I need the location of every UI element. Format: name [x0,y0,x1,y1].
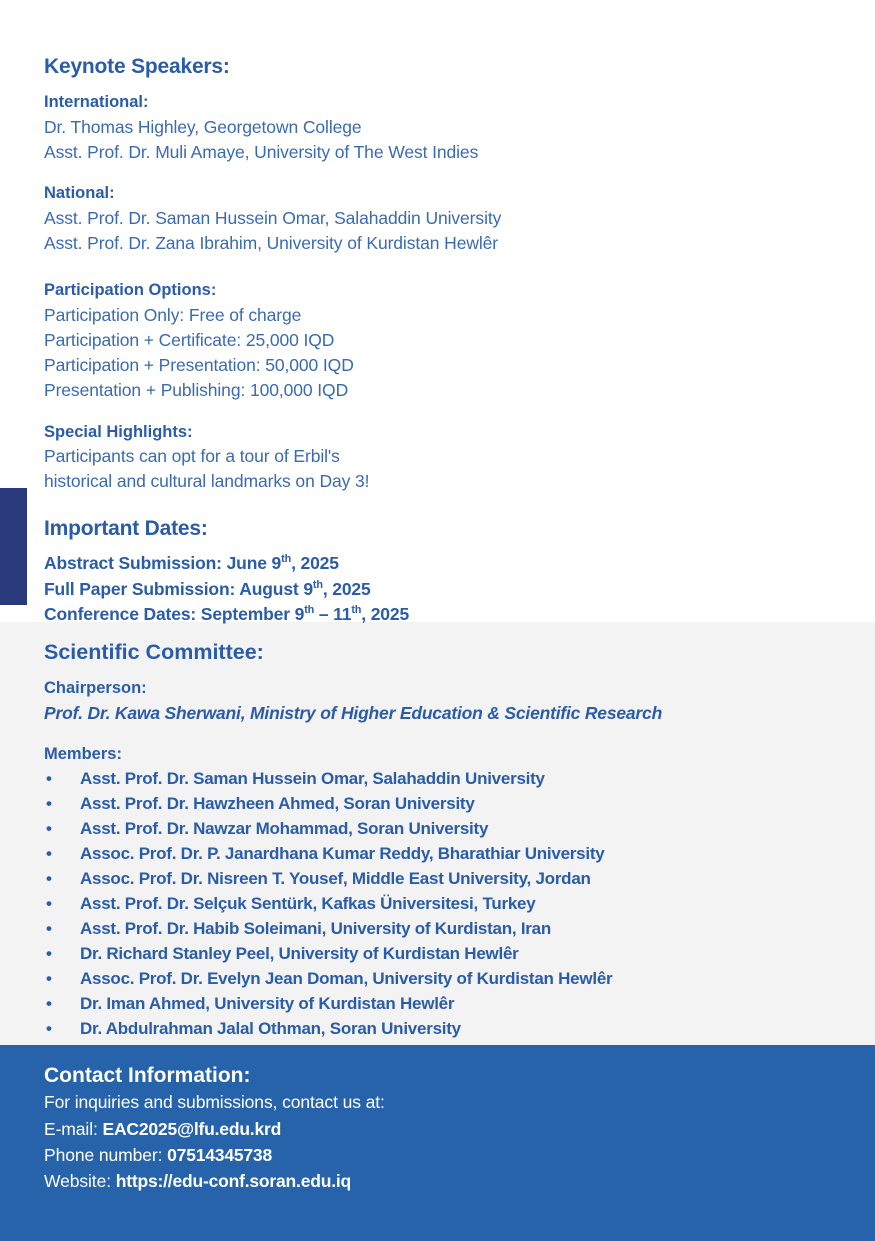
list-item [44,817,845,842]
special-highlights-line-2: historical and cultural landmarks on Day 3! [44,471,370,492]
international-speaker-1: Dr. Thomas Highley, Georgetown College [44,116,362,137]
list-item [44,942,845,967]
chairperson-name: Prof. Dr. Kawa Sherwani, Ministry of Higher Education & Scientific Research [44,702,663,723]
bullet-icon: • [46,1018,52,1038]
list-item [44,1017,845,1042]
participation-option-2: Participation + Certificate: 25,000 IQD [44,329,335,350]
full-paper-suffix: , 2025 [322,578,371,599]
list-item [44,917,845,942]
international-label: International: [44,92,149,111]
committee-members-list [44,767,845,1042]
conference-dates-ordinal-1: th [304,603,315,616]
list-item [44,792,845,817]
conference-dates-mid: – 11 [314,603,352,624]
members-label: Members: [44,744,122,763]
important-dates-heading: Important Dates: [44,516,208,540]
contact-block [0,1063,875,1194]
keynote-heading: Keynote Speakers: [44,55,230,78]
list-item [44,992,845,1017]
contact-heading: Contact Information: [44,1064,251,1087]
bullet-icon: • [46,793,52,813]
national-speaker-1: Asst. Prof. Dr. Saman Hussein Omar, Salahaddin University [44,207,502,228]
scientific-committee-section [0,622,875,1045]
scientific-committee-heading: Scientific Committee: [44,640,264,664]
bullet-icon: • [46,918,52,938]
contact-intro: For inquiries and submissions, contact us at: [44,1092,385,1113]
member-name: Dr. Abdulrahman Jalal Othman, Soran University [80,1018,461,1038]
member-name: Assoc. Prof. Dr. P. Janardhana Kumar Reddy, Bharathiar University [80,843,605,863]
member-name: Asst. Prof. Dr. Saman Hussein Omar, Salahaddin University [80,768,545,788]
abstract-submission-date [44,551,845,576]
list-item [44,767,845,792]
conference-dates-suffix: , 2025 [361,603,410,624]
contact-footer-section [0,1045,875,1241]
special-highlights-line-1: Participants can opt for a tour of Erbil's [44,446,340,467]
member-name: Dr. Iman Ahmed, University of Kurdistan Hewlêr [80,993,455,1013]
member-name: Asst. Prof. Dr. Hawzheen Ahmed, Soran University [80,793,475,813]
email-label: E-mail: [44,1118,103,1139]
participation-option-4: Presentation + Publishing: 100,000 IQD [44,380,349,401]
phone-label: Phone number: [44,1144,168,1165]
bullet-icon: • [46,893,52,913]
bullet-icon: • [46,968,52,988]
abstract-submission-ordinal: th [281,553,292,566]
contact-email-row [44,1116,845,1142]
participation-option-3: Participation + Presentation: 50,000 IQD [44,355,354,376]
bullet-icon: • [46,993,52,1013]
national-label: National: [44,183,115,202]
international-speaker-2: Asst. Prof. Dr. Muli Amaye, University of The West Indies [44,141,479,162]
list-item [44,867,845,892]
email-value[interactable]: EAC2025@lfu.edu.krd [102,1118,282,1139]
bullet-icon: • [46,868,52,888]
list-item [44,892,845,917]
participation-option-1: Participation Only: Free of charge [44,304,302,325]
list-item [44,967,845,992]
abstract-submission-prefix: Abstract Submission: June 9 [44,553,282,574]
member-name: Asst. Prof. Dr. Habib Soleimani, University of Kurdistan, Iran [80,918,551,938]
member-name: Dr. Richard Stanley Peel, University of Kurdistan Hewlêr [80,943,519,963]
full-paper-prefix: Full Paper Submission: August 9 [44,578,313,599]
member-name: Asst. Prof. Dr. Selçuk Sentürk, Kafkas Üniversitesi, Turkey [80,893,536,913]
full-paper-ordinal: th [312,578,323,591]
phone-value[interactable]: 07514345738 [167,1144,272,1165]
contact-website-row [44,1168,845,1194]
conference-dates-prefix: Conference Dates: September 9 [44,603,305,624]
bullet-icon: • [46,943,52,963]
member-name: Assoc. Prof. Dr. Nisreen T. Yousef, Middle East University, Jordan [80,868,591,888]
bullet-icon: • [46,843,52,863]
member-name: Assoc. Prof. Dr. Evelyn Jean Doman, University of Kurdistan Hewlêr [80,968,613,988]
abstract-submission-suffix: , 2025 [291,553,339,574]
website-label: Website: [44,1171,116,1191]
scientific-committee-block [0,640,875,1042]
list-item [44,842,845,867]
conference-dates-ordinal-2: th [351,603,362,616]
contact-phone-row [44,1142,845,1168]
conference-dates [44,602,845,627]
navy-accent-bar [0,488,27,605]
bullet-icon: • [46,768,52,788]
bullet-icon: • [46,818,52,838]
website-value[interactable]: https://edu-conf.soran.edu.iq [115,1171,352,1191]
national-speaker-2: Asst. Prof. Dr. Zana Ibrahim, University of Kurdistan Hewlêr [44,232,499,253]
participation-heading: Participation Options: [44,281,217,300]
chairperson-label: Chairperson: [44,678,147,697]
special-highlights-heading: Special Highlights: [44,422,193,441]
full-paper-submission-date [44,577,845,602]
member-name: Asst. Prof. Dr. Nawzar Mohammad, Soran University [80,818,489,838]
